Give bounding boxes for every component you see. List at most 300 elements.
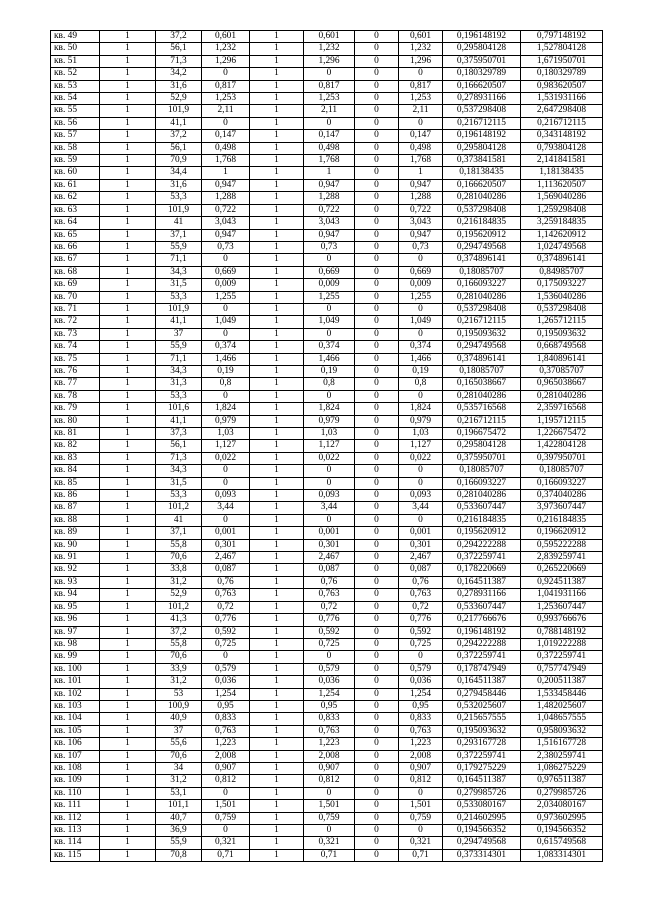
cell-col-2: 1 [100, 589, 156, 601]
cell-col-3: 34,3 [156, 365, 202, 377]
cell-col-5: 1 [250, 142, 304, 154]
cell-col-4: 1,223 [202, 738, 250, 750]
cell-col-7: 0 [355, 204, 399, 216]
cell-col-8: 0,763 [399, 725, 443, 737]
cell-col-2: 1 [100, 43, 156, 55]
cell-col-10: 1,516167728 [521, 738, 603, 750]
cell-col-3: 55,9 [156, 341, 202, 353]
cell-col-7: 0 [355, 849, 399, 861]
cell-col-10: 0,793804128 [521, 142, 603, 154]
cell-apartment-number: кв. 86 [51, 490, 100, 502]
cell-col-4: 2,008 [202, 750, 250, 762]
cell-col-10: 1,422804128 [521, 440, 603, 452]
cell-col-7: 0 [355, 43, 399, 55]
cell-col-3: 56,1 [156, 43, 202, 55]
cell-col-7: 0 [355, 539, 399, 551]
cell-col-7: 0 [355, 750, 399, 762]
cell-col-8: 0,72 [399, 601, 443, 613]
cell-col-4: 0 [202, 465, 250, 477]
cell-apartment-number: кв. 91 [51, 552, 100, 564]
cell-col-3: 31,5 [156, 477, 202, 489]
cell-col-10: 0,166093227 [521, 477, 603, 489]
cell-col-9: 0,537298408 [443, 204, 521, 216]
cell-apartment-number: кв. 57 [51, 130, 100, 142]
cell-apartment-number: кв. 78 [51, 390, 100, 402]
cell-col-4: 0,979 [202, 415, 250, 427]
table-row [51, 80, 603, 92]
cell-apartment-number: кв. 49 [51, 31, 100, 43]
table-row [51, 303, 603, 315]
cell-col-7: 0 [355, 477, 399, 489]
cell-col-3: 101,2 [156, 502, 202, 514]
cell-col-5: 1 [250, 266, 304, 278]
cell-col-5: 1 [250, 204, 304, 216]
cell-col-5: 1 [250, 527, 304, 539]
cell-col-9: 0,372259741 [443, 651, 521, 663]
cell-col-10: 0,788148192 [521, 626, 603, 638]
cell-col-10: 0,397950701 [521, 452, 603, 464]
cell-col-3: 71,3 [156, 55, 202, 67]
cell-apartment-number: кв. 62 [51, 192, 100, 204]
cell-col-8: 0 [399, 303, 443, 315]
cell-col-6: 0,812 [304, 775, 355, 787]
cell-col-9: 0,294749568 [443, 837, 521, 849]
cell-col-4: 0,763 [202, 589, 250, 601]
cell-col-10: 1,041931166 [521, 589, 603, 601]
cell-col-5: 1 [250, 130, 304, 142]
cell-col-7: 0 [355, 490, 399, 502]
cell-col-4: 0,812 [202, 775, 250, 787]
cell-col-9: 0,217766676 [443, 614, 521, 626]
cell-col-8: 1,466 [399, 353, 443, 365]
cell-apartment-number: кв. 110 [51, 787, 100, 799]
cell-col-9: 0,373314301 [443, 849, 521, 861]
cell-col-3: 101,9 [156, 303, 202, 315]
cell-col-2: 1 [100, 204, 156, 216]
cell-col-4: 0 [202, 328, 250, 340]
cell-col-2: 1 [100, 787, 156, 799]
cell-col-9: 0,374896141 [443, 353, 521, 365]
cell-col-3: 100,9 [156, 700, 202, 712]
cell-col-8: 1,254 [399, 688, 443, 700]
cell-apartment-number: кв. 109 [51, 775, 100, 787]
cell-apartment-number: кв. 70 [51, 291, 100, 303]
cell-col-5: 1 [250, 440, 304, 452]
cell-col-9: 0,18085707 [443, 365, 521, 377]
cell-col-4: 0,73 [202, 241, 250, 253]
cell-col-2: 1 [100, 105, 156, 117]
cell-col-6: 0 [304, 390, 355, 402]
cell-col-6: 0,009 [304, 279, 355, 291]
cell-col-4: 0,001 [202, 527, 250, 539]
cell-col-8: 0 [399, 825, 443, 837]
cell-col-6: 0,763 [304, 725, 355, 737]
cell-col-10: 0,374896141 [521, 254, 603, 266]
cell-col-10: 1,142620912 [521, 229, 603, 241]
cell-col-2: 1 [100, 179, 156, 191]
table-row [51, 142, 603, 154]
table-row [51, 614, 603, 626]
cell-col-6: 0,759 [304, 812, 355, 824]
cell-col-10: 1,226675472 [521, 428, 603, 440]
cell-col-8: 0 [399, 465, 443, 477]
cell-apartment-number: кв. 67 [51, 254, 100, 266]
cell-col-4: 0 [202, 303, 250, 315]
cell-col-4: 0 [202, 68, 250, 80]
cell-col-10: 1,533458446 [521, 688, 603, 700]
cell-col-9: 0,278931166 [443, 93, 521, 105]
cell-col-7: 0 [355, 713, 399, 725]
table-row [51, 31, 603, 43]
cell-col-9: 0,537298408 [443, 303, 521, 315]
cell-col-2: 1 [100, 762, 156, 774]
cell-apartment-number: кв. 61 [51, 179, 100, 191]
cell-col-3: 101,9 [156, 105, 202, 117]
cell-col-4: 0,95 [202, 700, 250, 712]
cell-col-10: 0,965038667 [521, 378, 603, 390]
cell-col-8: 0,669 [399, 266, 443, 278]
cell-col-6: 0 [304, 825, 355, 837]
cell-col-7: 0 [355, 68, 399, 80]
cell-col-5: 1 [250, 564, 304, 576]
cell-col-8: 0,592 [399, 626, 443, 638]
cell-col-10: 1,527804128 [521, 43, 603, 55]
table-row [51, 837, 603, 849]
cell-col-2: 1 [100, 614, 156, 626]
cell-col-10: 0,797148192 [521, 31, 603, 43]
cell-col-2: 1 [100, 55, 156, 67]
cell-col-8: 1,288 [399, 192, 443, 204]
cell-col-6: 0,979 [304, 415, 355, 427]
table-row [51, 241, 603, 253]
cell-col-3: 101,1 [156, 800, 202, 812]
cell-col-7: 0 [355, 837, 399, 849]
cell-apartment-number: кв. 65 [51, 229, 100, 241]
cell-col-7: 0 [355, 502, 399, 514]
cell-col-3: 33,8 [156, 564, 202, 576]
cell-col-3: 37,2 [156, 626, 202, 638]
cell-col-9: 0,195093632 [443, 328, 521, 340]
cell-col-9: 0,294749568 [443, 241, 521, 253]
cell-col-10: 0,372259741 [521, 651, 603, 663]
cell-col-3: 55,8 [156, 638, 202, 650]
cell-col-9: 0,295804128 [443, 142, 521, 154]
cell-col-9: 0,294749568 [443, 341, 521, 353]
cell-col-8: 0,301 [399, 539, 443, 551]
cell-apartment-number: кв. 99 [51, 651, 100, 663]
cell-col-4: 1 [202, 167, 250, 179]
cell-col-5: 1 [250, 155, 304, 167]
cell-col-2: 1 [100, 700, 156, 712]
cell-col-8: 1,127 [399, 440, 443, 452]
cell-col-10: 3,973607447 [521, 502, 603, 514]
cell-col-9: 0,164511387 [443, 576, 521, 588]
cell-col-5: 1 [250, 43, 304, 55]
table-row [51, 564, 603, 576]
cell-col-7: 0 [355, 589, 399, 601]
cell-col-10: 0,281040286 [521, 390, 603, 402]
cell-col-7: 0 [355, 130, 399, 142]
cell-col-6: 0 [304, 787, 355, 799]
cell-col-9: 0,166620507 [443, 80, 521, 92]
cell-col-10: 2,647298408 [521, 105, 603, 117]
table-row [51, 229, 603, 241]
cell-col-5: 1 [250, 800, 304, 812]
cell-col-6: 0,722 [304, 204, 355, 216]
table-row [51, 502, 603, 514]
cell-col-8: 0,8 [399, 378, 443, 390]
cell-col-5: 1 [250, 378, 304, 390]
cell-col-6: 0 [304, 303, 355, 315]
cell-col-8: 1,824 [399, 403, 443, 415]
cell-col-7: 0 [355, 179, 399, 191]
cell-col-4: 0 [202, 117, 250, 129]
cell-col-9: 0,215657555 [443, 713, 521, 725]
cell-col-8: 1,232 [399, 43, 443, 55]
cell-col-9: 0,375950701 [443, 452, 521, 464]
cell-col-10: 1,18138435 [521, 167, 603, 179]
cell-col-6: 0 [304, 651, 355, 663]
cell-col-2: 1 [100, 849, 156, 861]
cell-col-2: 1 [100, 775, 156, 787]
cell-col-5: 1 [250, 738, 304, 750]
cell-col-2: 1 [100, 452, 156, 464]
cell-col-10: 1,019222288 [521, 638, 603, 650]
cell-col-3: 56,1 [156, 440, 202, 452]
cell-col-6: 2,467 [304, 552, 355, 564]
cell-col-3: 41,1 [156, 117, 202, 129]
cell-col-7: 0 [355, 254, 399, 266]
cell-col-4: 0 [202, 651, 250, 663]
cell-col-9: 0,216712115 [443, 415, 521, 427]
cell-col-5: 1 [250, 291, 304, 303]
cell-col-10: 1,024749568 [521, 241, 603, 253]
cell-col-5: 1 [250, 341, 304, 353]
cell-col-6: 0,19 [304, 365, 355, 377]
cell-col-10: 0,973602995 [521, 812, 603, 824]
cell-col-8: 0,95 [399, 700, 443, 712]
cell-col-7: 0 [355, 328, 399, 340]
cell-col-4: 0,722 [202, 204, 250, 216]
cell-col-8: 0 [399, 254, 443, 266]
cell-col-7: 0 [355, 415, 399, 427]
cell-apartment-number: кв. 94 [51, 589, 100, 601]
cell-col-2: 1 [100, 465, 156, 477]
cell-col-8: 1,768 [399, 155, 443, 167]
cell-col-3: 55,9 [156, 837, 202, 849]
cell-apartment-number: кв. 68 [51, 266, 100, 278]
cell-apartment-number: кв. 55 [51, 105, 100, 117]
cell-col-9: 0,535716568 [443, 403, 521, 415]
cell-col-9: 0,537298408 [443, 105, 521, 117]
cell-col-5: 1 [250, 465, 304, 477]
cell-col-6: 1,03 [304, 428, 355, 440]
cell-col-7: 0 [355, 80, 399, 92]
cell-col-9: 0,178747949 [443, 663, 521, 675]
cell-col-5: 1 [250, 514, 304, 526]
cell-col-10: 0,18085707 [521, 465, 603, 477]
cell-col-10: 1,536040286 [521, 291, 603, 303]
table-row [51, 787, 603, 799]
cell-col-5: 1 [250, 68, 304, 80]
cell-col-5: 1 [250, 353, 304, 365]
cell-col-2: 1 [100, 390, 156, 402]
cell-col-7: 0 [355, 341, 399, 353]
cell-col-7: 0 [355, 825, 399, 837]
table-row [51, 477, 603, 489]
cell-col-4: 1,254 [202, 688, 250, 700]
cell-col-6: 0,087 [304, 564, 355, 576]
cell-col-2: 1 [100, 539, 156, 551]
table-row [51, 341, 603, 353]
cell-col-4: 0,19 [202, 365, 250, 377]
cell-col-9: 0,373841581 [443, 155, 521, 167]
cell-col-9: 0,164511387 [443, 775, 521, 787]
cell-col-2: 1 [100, 403, 156, 415]
table-row [51, 738, 603, 750]
cell-col-8: 0,374 [399, 341, 443, 353]
cell-apartment-number: кв. 74 [51, 341, 100, 353]
cell-col-8: 3,043 [399, 217, 443, 229]
cell-col-9: 0,281040286 [443, 490, 521, 502]
cell-col-3: 34 [156, 762, 202, 774]
table-row [51, 713, 603, 725]
cell-col-7: 0 [355, 527, 399, 539]
table-row [51, 490, 603, 502]
cell-col-3: 101,9 [156, 204, 202, 216]
cell-apartment-number: кв. 84 [51, 465, 100, 477]
table-row [51, 601, 603, 613]
cell-col-7: 0 [355, 564, 399, 576]
cell-col-4: 0,817 [202, 80, 250, 92]
cell-col-9: 0,532025607 [443, 700, 521, 712]
cell-col-9: 0,374896141 [443, 254, 521, 266]
cell-col-5: 1 [250, 713, 304, 725]
cell-col-5: 1 [250, 837, 304, 849]
cell-col-5: 1 [250, 688, 304, 700]
cell-col-3: 41 [156, 217, 202, 229]
cell-col-4: 0 [202, 825, 250, 837]
cell-col-2: 1 [100, 514, 156, 526]
cell-apartment-number: кв. 81 [51, 428, 100, 440]
table-row [51, 217, 603, 229]
cell-col-7: 0 [355, 452, 399, 464]
cell-col-4: 2,11 [202, 105, 250, 117]
cell-col-6: 1,127 [304, 440, 355, 452]
cell-col-6: 0,817 [304, 80, 355, 92]
cell-apartment-number: кв. 114 [51, 837, 100, 849]
cell-apartment-number: кв. 96 [51, 614, 100, 626]
cell-apartment-number: кв. 88 [51, 514, 100, 526]
cell-col-2: 1 [100, 31, 156, 43]
cell-col-9: 0,196148192 [443, 626, 521, 638]
cell-apartment-number: кв. 105 [51, 725, 100, 737]
cell-col-2: 1 [100, 638, 156, 650]
cell-col-10: 1,195712115 [521, 415, 603, 427]
cell-col-8: 0,009 [399, 279, 443, 291]
cell-col-5: 1 [250, 117, 304, 129]
cell-col-2: 1 [100, 800, 156, 812]
cell-col-9: 0,194566352 [443, 825, 521, 837]
cell-col-10: 0,195093632 [521, 328, 603, 340]
cell-col-9: 0,179275229 [443, 762, 521, 774]
table-row [51, 390, 603, 402]
table-row [51, 552, 603, 564]
cell-col-4: 0,022 [202, 452, 250, 464]
cell-col-8: 0,71 [399, 849, 443, 861]
cell-col-6: 0,72 [304, 601, 355, 613]
table-row [51, 700, 603, 712]
cell-col-5: 1 [250, 651, 304, 663]
cell-col-7: 0 [355, 241, 399, 253]
cell-col-5: 1 [250, 93, 304, 105]
cell-col-9: 0,196148192 [443, 31, 521, 43]
cell-col-6: 0,321 [304, 837, 355, 849]
cell-col-10: 0,615749568 [521, 837, 603, 849]
table-row [51, 93, 603, 105]
cell-col-9: 0,214602995 [443, 812, 521, 824]
cell-col-7: 0 [355, 365, 399, 377]
cell-col-10: 1,259298408 [521, 204, 603, 216]
cell-col-8: 0,76 [399, 576, 443, 588]
table-row [51, 800, 603, 812]
cell-apartment-number: кв. 87 [51, 502, 100, 514]
cell-col-7: 0 [355, 428, 399, 440]
table-row [51, 365, 603, 377]
table-row [51, 849, 603, 861]
table-row [51, 452, 603, 464]
cell-col-10: 0,757747949 [521, 663, 603, 675]
cell-col-2: 1 [100, 440, 156, 452]
cell-apartment-number: кв. 97 [51, 626, 100, 638]
table-row [51, 204, 603, 216]
cell-col-4: 0 [202, 514, 250, 526]
cell-col-5: 1 [250, 787, 304, 799]
cell-col-8: 0,725 [399, 638, 443, 650]
cell-col-4: 0,579 [202, 663, 250, 675]
cell-col-8: 0 [399, 651, 443, 663]
cell-col-3: 31,2 [156, 576, 202, 588]
cell-col-5: 1 [250, 725, 304, 737]
cell-col-3: 31,6 [156, 80, 202, 92]
cell-col-8: 0 [399, 390, 443, 402]
cell-col-2: 1 [100, 564, 156, 576]
cell-col-2: 1 [100, 93, 156, 105]
cell-col-7: 0 [355, 775, 399, 787]
cell-col-9: 0,195620912 [443, 527, 521, 539]
table-row [51, 428, 603, 440]
cell-col-3: 70,6 [156, 651, 202, 663]
cell-col-5: 1 [250, 241, 304, 253]
cell-apartment-number: кв. 89 [51, 527, 100, 539]
table-row [51, 638, 603, 650]
cell-col-10: 0,343148192 [521, 130, 603, 142]
cell-col-7: 0 [355, 155, 399, 167]
cell-col-10: 0,84985707 [521, 266, 603, 278]
cell-col-5: 1 [250, 663, 304, 675]
cell-col-6: 0,498 [304, 142, 355, 154]
cell-col-6: 0,592 [304, 626, 355, 638]
cell-col-9: 0,533607447 [443, 502, 521, 514]
cell-col-3: 70,9 [156, 155, 202, 167]
cell-col-3: 55,9 [156, 241, 202, 253]
cell-apartment-number: кв. 63 [51, 204, 100, 216]
cell-col-6: 1,466 [304, 353, 355, 365]
cell-col-5: 1 [250, 490, 304, 502]
cell-col-2: 1 [100, 266, 156, 278]
cell-col-9: 0,18085707 [443, 465, 521, 477]
cell-col-2: 1 [100, 725, 156, 737]
